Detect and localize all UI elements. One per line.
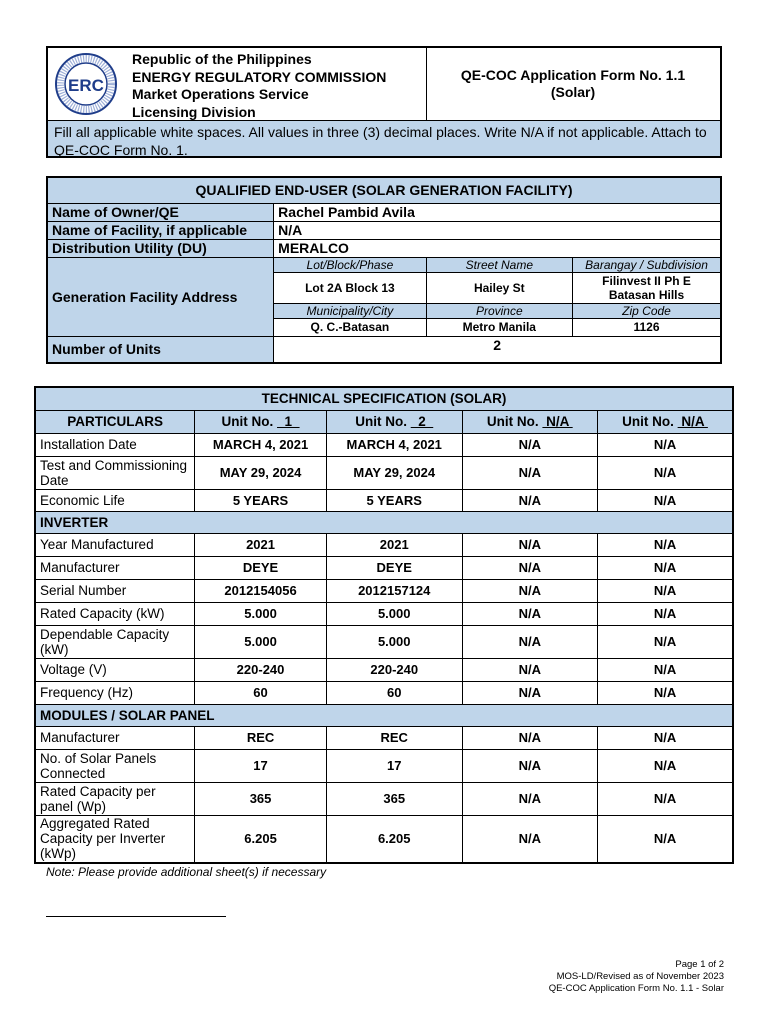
unit-3-value[interactable]: N/A	[462, 533, 597, 556]
barangay-header: Barangay / Subdivision	[573, 257, 721, 272]
unit-1-value[interactable]: 220-240	[195, 658, 327, 681]
owner-field[interactable]: Rachel Pambid Avila	[274, 203, 721, 221]
lot-block-phase-field[interactable]: Lot 2A Block 13	[274, 272, 426, 303]
row-label: Rated Capacity (kW)	[35, 602, 195, 625]
facility-label: Name of Facility, if applicable	[47, 221, 274, 239]
unit-3-value[interactable]: N/A	[462, 726, 597, 749]
unit-4-value[interactable]: N/A	[598, 815, 733, 863]
unit-4-value[interactable]: N/A	[598, 681, 733, 704]
units-label: Number of Units	[47, 336, 274, 363]
erc-logo-icon	[54, 52, 118, 116]
table-row	[35, 749, 733, 782]
unit-2-value[interactable]: 2012157124	[326, 579, 462, 602]
instructions: Fill all applicable white spaces. All values in three (3) decimal places. Write N/A if not applicable. Attach to QE-COC Form No. 1.	[48, 120, 720, 156]
unit-3-value[interactable]: N/A	[462, 782, 597, 815]
row-label: Year Manufactured	[35, 533, 195, 556]
row-label: Manufacturer	[35, 556, 195, 579]
unit-2-value[interactable]: 17	[326, 749, 462, 782]
address-label: Generation Facility Address	[47, 257, 274, 336]
form-header	[46, 46, 722, 158]
unit-number: 2	[410, 414, 434, 429]
barangay-field[interactable]	[573, 272, 721, 303]
org-line-1: Republic of the Philippines	[132, 51, 312, 67]
general-rows	[35, 433, 733, 511]
row-label: No. of Solar Panels Connected	[35, 749, 195, 782]
modules-header: MODULES / SOLAR PANEL	[35, 704, 733, 726]
unit-2-value[interactable]: 365	[326, 782, 462, 815]
qe-title: QUALIFIED END-USER (SOLAR GENERATION FACILITY)	[47, 177, 721, 203]
unit-1-value[interactable]: 60	[195, 681, 327, 704]
unit-number: N/A	[677, 414, 708, 429]
unit-1-value[interactable]: 2021	[195, 533, 327, 556]
unit-4-value[interactable]: N/A	[598, 658, 733, 681]
province-field[interactable]: Metro Manila	[426, 318, 572, 336]
unit-1-value[interactable]: REC	[195, 726, 327, 749]
unit-3-value[interactable]: N/A	[462, 602, 597, 625]
page-footer	[549, 959, 724, 995]
table-row	[35, 579, 733, 602]
unit-3-value[interactable]: N/A	[462, 815, 597, 863]
unit-4-value[interactable]: N/A	[598, 782, 733, 815]
row-label: Serial Number	[35, 579, 195, 602]
table-row	[35, 533, 733, 556]
modules-section	[35, 704, 733, 726]
municipality-field[interactable]: Q. C.-Batasan	[274, 318, 426, 336]
units-field[interactable]: 2	[274, 336, 721, 363]
unit-prefix: Unit No.	[355, 414, 411, 429]
unit-number: N/A	[542, 414, 573, 429]
unit-1-value[interactable]: 2012154056	[195, 579, 327, 602]
inverter-section	[35, 511, 733, 533]
unit-1-value[interactable]: 365	[195, 782, 327, 815]
table-row	[35, 782, 733, 815]
row-label: Test and Commissioning Date	[35, 456, 195, 489]
row-label: Aggregated Rated Capacity per Inverter (kWp)	[35, 815, 195, 863]
note-text: Note: Please provide additional sheet(s) if necessary	[46, 865, 327, 879]
unit-2-value[interactable]: MAY 29, 2024	[326, 456, 462, 489]
table-row	[35, 726, 733, 749]
form-title-line-1: QE-COC Application Form No. 1.1	[460, 67, 686, 83]
page-number: Page 1 of 2	[675, 959, 724, 970]
revision-note: MOS-LD/Revised as of November 2023	[556, 971, 724, 982]
table-row	[35, 681, 733, 704]
unit-2-value[interactable]: 220-240	[326, 658, 462, 681]
unit-3-value[interactable]: N/A	[462, 681, 597, 704]
street-name-header: Street Name	[426, 257, 572, 272]
unit-4-value[interactable]: N/A	[598, 556, 733, 579]
row-label: Manufacturer	[35, 726, 195, 749]
qualified-end-user-table	[46, 176, 722, 364]
unit-2-value[interactable]: 5.000	[326, 602, 462, 625]
inverter-header: INVERTER	[35, 511, 733, 533]
unit-4-value[interactable]: N/A	[598, 749, 733, 782]
unit-prefix: Unit No.	[486, 414, 543, 429]
unit-4-value[interactable]: N/A	[598, 602, 733, 625]
form-title	[426, 48, 720, 120]
unit-4-value[interactable]: N/A	[598, 533, 733, 556]
province-header: Province	[426, 303, 572, 318]
unit-2-value[interactable]: 6.205	[326, 815, 462, 863]
table-row	[35, 556, 733, 579]
agency-name	[132, 51, 386, 121]
unit-2-value[interactable]: DEYE	[326, 556, 462, 579]
facility-field[interactable]: N/A	[274, 221, 721, 239]
unit-4-value[interactable]: N/A	[598, 489, 733, 511]
unit-3-value[interactable]: N/A	[462, 625, 597, 658]
unit-number: 1	[277, 414, 300, 429]
unit-1-value[interactable]: MAY 29, 2024	[195, 456, 327, 489]
org-line-4: Licensing Division	[132, 103, 256, 120]
owner-label: Name of Owner/QE	[47, 203, 274, 221]
row-label: Dependable Capacity (kW)	[35, 625, 195, 658]
unit-2-value[interactable]: 2021	[326, 533, 462, 556]
du-field[interactable]: MERALCO	[274, 239, 721, 257]
unit-3-value[interactable]: N/A	[462, 489, 597, 511]
technical-specification-table	[34, 386, 734, 864]
unit-header-2	[326, 410, 462, 433]
unit-1-value[interactable]: 5.000	[195, 625, 327, 658]
row-label: Installation Date	[35, 433, 195, 456]
org-line-3: Market Operations Service	[132, 86, 309, 102]
table-row	[35, 625, 733, 658]
org-line-2: ENERGY REGULATORY COMMISSION	[132, 68, 387, 85]
unit-2-value[interactable]: 60	[326, 681, 462, 704]
barangay-line-1: Filinvest II Ph E	[602, 273, 691, 288]
du-label: Distribution Utility (DU)	[47, 239, 274, 257]
unit-header-4	[598, 410, 733, 433]
particulars-header: PARTICULARS	[35, 410, 195, 433]
unit-header-3	[462, 410, 597, 433]
unit-1-value[interactable]: DEYE	[195, 556, 327, 579]
unit-3-value[interactable]: N/A	[462, 433, 597, 456]
agency-block	[48, 48, 427, 120]
unit-1-value[interactable]: MARCH 4, 2021	[195, 433, 327, 456]
unit-3-value[interactable]: N/A	[462, 749, 597, 782]
table-row	[35, 433, 733, 456]
zip-code-header: Zip Code	[573, 303, 721, 318]
row-label: Rated Capacity per panel (Wp)	[35, 782, 195, 815]
table-row	[35, 489, 733, 511]
row-label: Economic Life	[35, 489, 195, 511]
signature-line	[46, 916, 226, 917]
unit-prefix: Unit No.	[221, 414, 278, 429]
table-row	[35, 815, 733, 863]
lot-block-phase-header: Lot/Block/Phase	[274, 257, 426, 272]
municipality-header: Municipality/City	[274, 303, 426, 318]
unit-1-value[interactable]: 6.205	[195, 815, 327, 863]
module-rows	[35, 726, 733, 863]
unit-1-value[interactable]: 5.000	[195, 602, 327, 625]
unit-4-value[interactable]: N/A	[598, 456, 733, 489]
unit-3-value[interactable]: N/A	[462, 556, 597, 579]
row-label: Frequency (Hz)	[35, 681, 195, 704]
unit-2-value[interactable]: MARCH 4, 2021	[326, 433, 462, 456]
unit-2-value[interactable]: REC	[326, 726, 462, 749]
unit-2-value[interactable]: 5.000	[326, 625, 462, 658]
unit-4-value[interactable]: N/A	[598, 433, 733, 456]
table-row	[35, 658, 733, 681]
unit-1-value[interactable]: 17	[195, 749, 327, 782]
row-label: Voltage (V)	[35, 658, 195, 681]
form-reference: QE-COC Application Form No. 1.1 - Solar	[548, 983, 724, 994]
logo-text: ERC	[68, 76, 104, 95]
unit-prefix: Unit No.	[622, 414, 678, 429]
unit-4-value[interactable]: N/A	[598, 726, 733, 749]
barangay-line-2: Batasan Hills	[608, 287, 685, 302]
inverter-rows	[35, 533, 733, 704]
form-title-line-2: (Solar)	[550, 84, 596, 100]
unit-4-value[interactable]: N/A	[598, 579, 733, 602]
tech-title: TECHNICAL SPECIFICATION (SOLAR)	[35, 387, 733, 410]
table-row	[35, 456, 733, 489]
unit-header-1	[195, 410, 327, 433]
table-row	[35, 602, 733, 625]
unit-2-value[interactable]: 5 YEARS	[326, 489, 462, 511]
unit-3-value[interactable]: N/A	[462, 658, 597, 681]
street-name-field[interactable]: Hailey St	[426, 272, 572, 303]
unit-1-value[interactable]: 5 YEARS	[195, 489, 327, 511]
unit-3-value[interactable]: N/A	[462, 579, 597, 602]
unit-4-value[interactable]: N/A	[598, 625, 733, 658]
zip-code-field[interactable]: 1126	[573, 318, 721, 336]
unit-3-value[interactable]: N/A	[462, 456, 597, 489]
